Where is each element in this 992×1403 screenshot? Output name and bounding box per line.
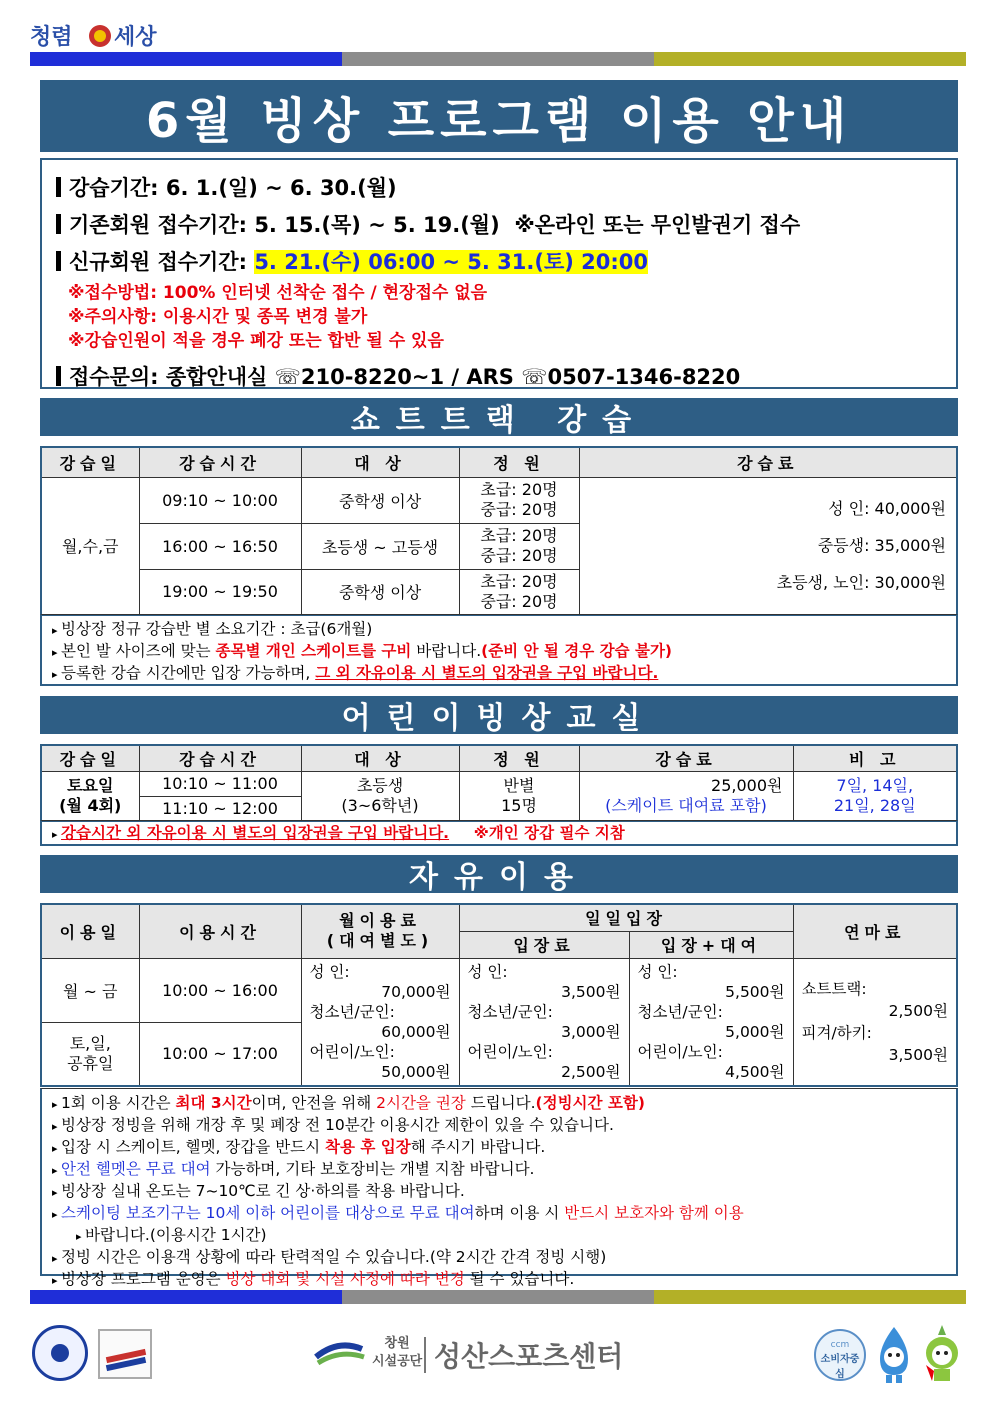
- registration-notes: ※접수방법: 100% 인터넷 선착순 접수 / 현장접수 없음 ※주의사항: 이용시간 및 종목 변경 불가 ※강습인원이 적을 경우 폐강 또는 합반 될 수 있음: [68, 283, 488, 351]
- lesson-period: 강습기간: 6. 1.(일) ~ 6. 30.(월): [56, 170, 942, 207]
- table-row: 월,수,금 09:10 ~ 10:00 중학생 이상 초급: 20명 중급: 20명 성 인: 40,000원 중등생: 35,000원 초등생, 노인: 30,000원: [41, 477, 957, 523]
- org-name-small: 시설공단: [372, 1354, 423, 1369]
- col-header: 강습료: [579, 745, 793, 771]
- table-row: 토요일 (월 4회) 10:10 ~ 11:00 초등생 (3~6학년) 반별 15명 25,000원 (스케이트 대여료 포함) 7일, 14일, 21일, 28일: [41, 771, 957, 796]
- col-header: 비 고: [793, 745, 957, 771]
- page-title: 6월 빙상 프로그램 이용 안내: [40, 80, 958, 152]
- divider: [424, 1337, 426, 1373]
- col-header: 이용일: [41, 904, 139, 958]
- sharpening-fees: 쇼트트랙: 2,500원 피겨/하키: 3,500원: [793, 958, 957, 1086]
- top-color-bar: [30, 52, 966, 66]
- col-header: 입장료: [459, 931, 629, 958]
- col-header: 정 원: [459, 745, 579, 771]
- col-header: 강습시간: [139, 745, 301, 771]
- section-kids-class: 어린이빙상교실: [40, 696, 958, 734]
- org-name-small: 창원: [384, 1336, 410, 1351]
- table-row: 11:10 ~ 12:00: [41, 796, 957, 821]
- col-header: 입장+대여: [629, 931, 793, 958]
- col-header: 대 상: [301, 447, 459, 477]
- brand-logo: [30, 18, 190, 54]
- registration-info: [40, 158, 958, 389]
- col-header: 강습료: [579, 447, 957, 477]
- table-row: 월 ~ 금 10:00 ~ 16:00 성 인: 70,000원 청소년/군인: 60,000원 어린이/노인: 50,000원 성 인: 3,500원 청소년/군인: 3,000원 어린이/노인: 2,500원 성 인: 5,500원 청소년/군인: 5,000원 어린이/노인: 4,500원 쇼트트랙: 2,500원 피겨/하키: 3,500원: [41, 958, 957, 1022]
- short-track-table: [40, 446, 958, 616]
- col-header: 이용시간: [139, 904, 301, 958]
- free-use-table: [40, 903, 958, 1087]
- changwon-facilities-logo-icon: [312, 1337, 368, 1371]
- table-row: 19:00 ~ 19:50 중학생 이상 초급: 20명 중급: 20명: [41, 569, 957, 615]
- col-header: 강습일: [41, 447, 139, 477]
- ccm-badge-icon: ccm 소비자중심: [814, 1329, 866, 1381]
- svg-text:세상: 세상: [114, 25, 157, 50]
- entry-fees: 성 인: 3,500원 청소년/군인: 3,000원 어린이/노인: 2,500원: [459, 958, 629, 1086]
- bottom-color-bar: [30, 1290, 966, 1304]
- col-header: 정 원: [459, 447, 579, 477]
- short-track-fees: 성 인: 40,000원 중등생: 35,000원 초등생, 노인: 30,000원: [579, 477, 957, 615]
- existing-member-period: 기존회원 접수기간: 5. 15.(목) ~ 5. 19.(월) ※온라인 또는 무인발권기 접수: [56, 207, 942, 244]
- col-header: 일일입장: [459, 904, 793, 931]
- mascot-blue-icon: [874, 1325, 914, 1385]
- inquiry-contact: 접수문의: 종합안내실 ☏210-8220~1 / ARS ☏0507-1346-8220: [56, 359, 942, 396]
- brand-logo-icon: [30, 18, 190, 54]
- section-short-track: 쇼트트랙 강습: [40, 398, 958, 436]
- new-member-period: 신규회원 접수기간: 5. 21.(수) 06:00 ~ 5. 31.(토) 20:00: [56, 244, 942, 281]
- monthly-fees: 성 인: 70,000원 청소년/군인: 60,000원 어린이/노인: 50,000원: [301, 958, 459, 1086]
- col-header: 강습시간: [139, 447, 301, 477]
- col-header: 월이용료 (대여별도): [301, 904, 459, 958]
- table-row: 16:00 ~ 16:50 초등생 ~ 고등생 초급: 20명 중급: 20명: [41, 523, 957, 569]
- short-track-notes: ▸ 빙상장 정규 강습반 별 소요기간 : 초급(6개월) ▸ 본인 발 사이즈에 맞는 종목별 개인 스케이트를 구비 바랍니다.(준비 안 될 경우 강습 불가) ▸ 등록한 강습 시간에만 입장 가능하며, 그 외 자유이용 시 별도의 입장권을 구입 바랍니다.: [40, 614, 958, 686]
- certification-mark-icon: [98, 1329, 152, 1379]
- kids-class-table: [40, 744, 958, 822]
- free-use-notes: ▸ 1회 이용 시간은 최대 3시간이며, 안전을 위해 2시간을 권장 드립니다.(정빙시간 포함) ▸ 빙상장 정빙을 위해 개장 후 및 폐장 전 10분간 이용시간 제한이 있을 수 있습니다. ▸ 입장 시 스케이트, 헬멧, 장갑을 반드시 착용 후 입장해 주시기 바랍니다. ▸ 안전 헬멧은 무료 대여 가능하며, 기타 보호장비는 개별 지참 바랍니다. ▸ 빙상장 실내 온도는 7~10℃로 긴 상·하의를 착용 바랍니다. ▸ 스케이팅 보조기구는 10세 이하 어린이를 대상으로 무료 대여하며 이용 시 반드시 보호자와 함께 이용 ▸ 바랍니다.(이용시간 1시간) ▸ 정빙 시간은 이용객 상황에 따라 탄력적일 수 있습니다.(약 2시간 간격 정빙 시행) ▸ 빙상장 프로그램 운영은 빙상 대회 및 시설 사정에 따라 변경 될 수 있습니다.: [40, 1088, 958, 1276]
- col-header: 대 상: [301, 745, 459, 771]
- section-free-use: 자유이용: [40, 855, 958, 893]
- table-row: 토,일, 공휴일 10:00 ~ 17:00: [41, 1022, 957, 1086]
- col-header: 강습일: [41, 745, 139, 771]
- footer: [0, 1325, 992, 1385]
- col-header: 연마료: [793, 904, 957, 958]
- mascot-green-icon: [920, 1325, 964, 1385]
- human-rights-seal-icon: [32, 1325, 88, 1381]
- kids-notes: ▸ 강습시간 외 자유이용 시 별도의 입장권을 구입 바랍니다. ※개인 장갑 필수 지참: [40, 820, 958, 846]
- entry-rental-fees: 성 인: 5,500원 청소년/군인: 5,000원 어린이/노인: 4,500원: [629, 958, 793, 1086]
- center-name: 성산스포츠센터: [434, 1340, 624, 1373]
- svg-text:청렴: 청렴: [30, 25, 73, 50]
